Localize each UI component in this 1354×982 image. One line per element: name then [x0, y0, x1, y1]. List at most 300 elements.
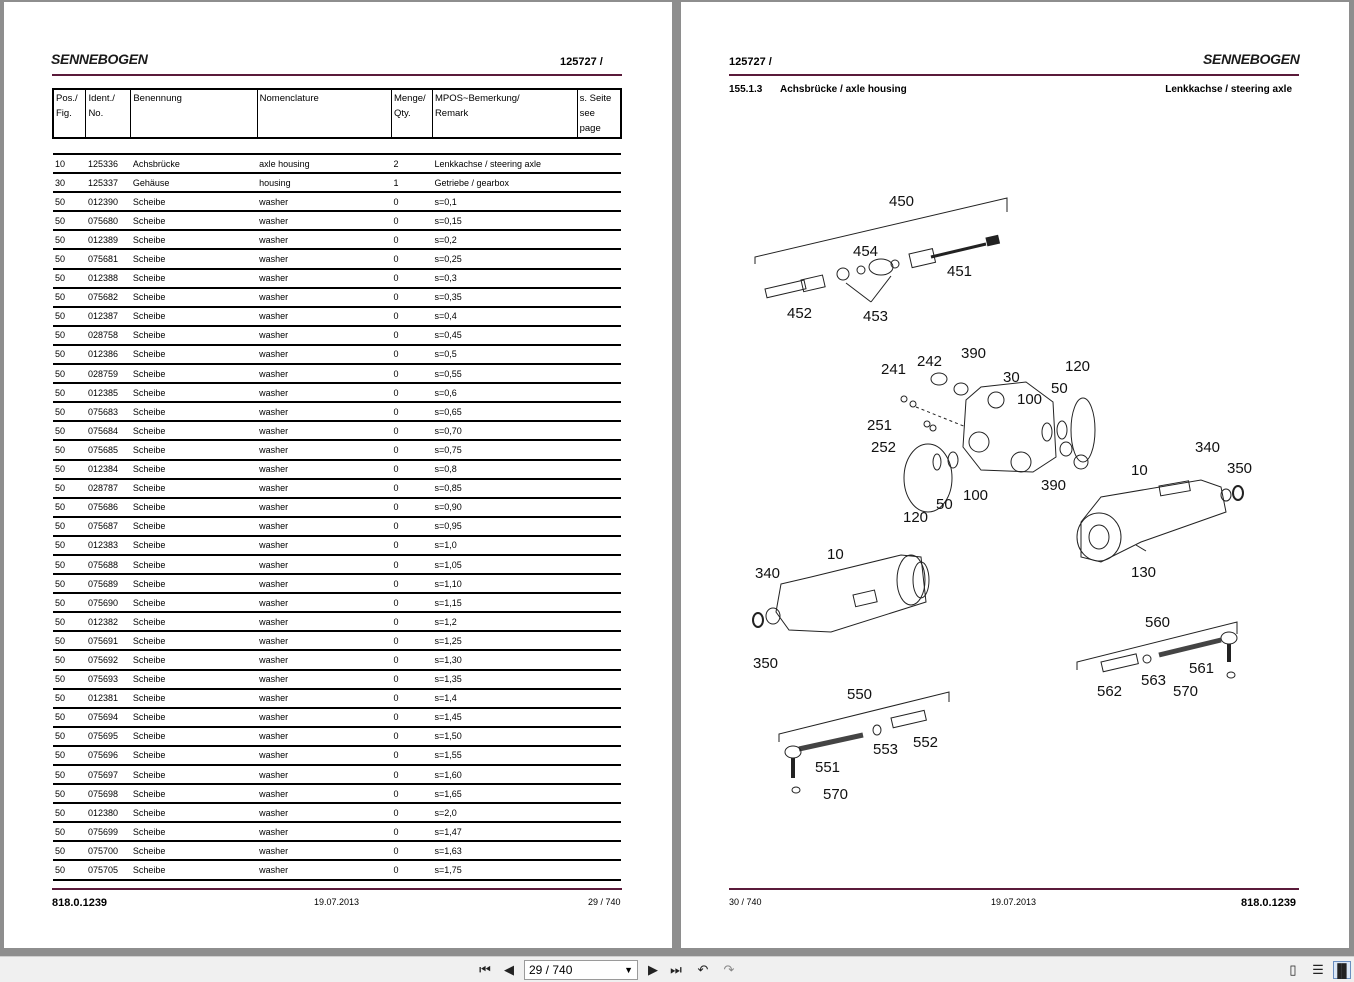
- cell-ident: 075684: [86, 421, 131, 440]
- cell-nomenclature: washer: [257, 460, 391, 479]
- cell-remark: s=1,05: [432, 555, 577, 574]
- cell-qty: 0: [391, 269, 432, 288]
- cell-qty: 0: [391, 517, 432, 536]
- cell-see-page: [577, 249, 621, 268]
- footer-code: 818.0.1239: [1241, 897, 1297, 909]
- cell-remark: s=1,50: [432, 727, 577, 746]
- table-row: [53, 498, 621, 517]
- table-row: [53, 841, 621, 860]
- cell-nomenclature: washer: [257, 440, 391, 459]
- callout-label: 454: [853, 243, 879, 260]
- footer-rule: [52, 888, 622, 890]
- cell-ident: 012383: [86, 536, 131, 555]
- cell-see-page: [577, 822, 621, 841]
- cell-pos: 30: [53, 173, 86, 192]
- cell-benennung: Scheibe: [131, 689, 257, 708]
- col-nomenclature: Nomenclature: [257, 89, 391, 138]
- cell-ident: 075697: [86, 765, 131, 784]
- cell-pos: 50: [53, 307, 86, 326]
- table-row: [53, 536, 621, 555]
- cell-remark: s=0,45: [432, 326, 577, 345]
- next-view-icon[interactable]: ↷: [723, 962, 735, 977]
- cell-ident: 075691: [86, 631, 131, 650]
- cell-ident: 125336: [86, 154, 131, 173]
- col-remark: MPOS~Bemerkung/ Remark: [432, 89, 577, 138]
- callout-label: 10: [827, 546, 844, 563]
- cell-ident: 075688: [86, 555, 131, 574]
- cell-qty: 0: [391, 364, 432, 383]
- cell-qty: 0: [391, 822, 432, 841]
- callout-label: 50: [1051, 380, 1068, 397]
- callout-label: 390: [1041, 477, 1067, 494]
- section-subtitle: Lenkkachse / steering axle: [1165, 84, 1292, 95]
- cell-ident: 075700: [86, 841, 131, 860]
- cell-pos: 50: [53, 498, 86, 517]
- cell-benennung: Scheibe: [131, 269, 257, 288]
- cell-ident: 012384: [86, 460, 131, 479]
- cell-ident: 075692: [86, 650, 131, 669]
- cell-nomenclature: axle housing: [257, 154, 391, 173]
- section-number: 155.1.3: [729, 84, 763, 95]
- cell-pos: 50: [53, 326, 86, 345]
- cell-benennung: Scheibe: [131, 421, 257, 440]
- cell-see-page: [577, 498, 621, 517]
- cell-qty: 0: [391, 211, 432, 230]
- cell-benennung: Scheibe: [131, 612, 257, 631]
- callout-label: 241: [881, 361, 907, 378]
- cell-benennung: Scheibe: [131, 593, 257, 612]
- table-row: [53, 860, 621, 879]
- single-page-icon[interactable]: ▯: [1289, 962, 1297, 977]
- callout-label: 550: [847, 686, 873, 703]
- cell-remark: s=0,35: [432, 288, 577, 307]
- cell-see-page: [577, 860, 621, 879]
- table-row: [53, 440, 621, 459]
- cell-qty: 1: [391, 173, 432, 192]
- table-row: [53, 650, 621, 669]
- cell-nomenclature: washer: [257, 708, 391, 727]
- cell-see-page: [577, 211, 621, 230]
- cell-remark: Lenkkachse / steering axle: [432, 154, 577, 173]
- cell-pos: 50: [53, 727, 86, 746]
- cell-ident: 012380: [86, 803, 131, 822]
- cell-see-page: [577, 593, 621, 612]
- cell-benennung: Scheibe: [131, 841, 257, 860]
- cell-see-page: [577, 479, 621, 498]
- callout-label: 553: [873, 741, 899, 758]
- cell-nomenclature: washer: [257, 421, 391, 440]
- table-row: [53, 593, 621, 612]
- col-ident: Ident./ No.: [86, 89, 131, 138]
- cell-benennung: Scheibe: [131, 498, 257, 517]
- cell-pos: 50: [53, 517, 86, 536]
- cell-qty: 2: [391, 154, 432, 173]
- cell-remark: s=0,85: [432, 479, 577, 498]
- cell-pos: 50: [53, 746, 86, 765]
- cell-ident: 075699: [86, 822, 131, 841]
- cell-benennung: Scheibe: [131, 708, 257, 727]
- table-row: [53, 708, 621, 727]
- cell-remark: s=1,0: [432, 536, 577, 555]
- page-select-value: 29 / 740: [529, 963, 573, 977]
- cell-remark: s=0,75: [432, 440, 577, 459]
- col-benennung: Benennung: [131, 89, 257, 138]
- cell-nomenclature: washer: [257, 498, 391, 517]
- cell-remark: s=0,4: [432, 307, 577, 326]
- cell-nomenclature: washer: [257, 326, 391, 345]
- table-row: [53, 784, 621, 803]
- cell-remark: s=1,30: [432, 650, 577, 669]
- cell-pos: 50: [53, 345, 86, 364]
- cell-see-page: [577, 670, 621, 689]
- cell-remark: s=1,65: [432, 784, 577, 803]
- cell-remark: s=1,15: [432, 593, 577, 612]
- cell-benennung: Scheibe: [131, 631, 257, 650]
- cell-nomenclature: washer: [257, 689, 391, 708]
- cell-ident: 075693: [86, 670, 131, 689]
- cell-nomenclature: washer: [257, 670, 391, 689]
- cell-see-page: [577, 440, 621, 459]
- cell-qty: 0: [391, 249, 432, 268]
- cell-nomenclature: washer: [257, 727, 391, 746]
- cell-benennung: Scheibe: [131, 803, 257, 822]
- footer-rule: [729, 888, 1299, 890]
- cell-pos: 50: [53, 555, 86, 574]
- cell-nomenclature: washer: [257, 211, 391, 230]
- cell-pos: 50: [53, 364, 86, 383]
- table-header-row: [53, 89, 621, 138]
- callout-label: 340: [1195, 439, 1221, 456]
- cell-benennung: Scheibe: [131, 460, 257, 479]
- cell-nomenclature: washer: [257, 822, 391, 841]
- cell-remark: s=0,6: [432, 383, 577, 402]
- cell-qty: 0: [391, 860, 432, 879]
- cell-benennung: Scheibe: [131, 784, 257, 803]
- cell-qty: 0: [391, 574, 432, 593]
- cell-remark: s=0,55: [432, 364, 577, 383]
- cell-see-page: [577, 288, 621, 307]
- cell-qty: 0: [391, 708, 432, 727]
- col-see-page: s. Seite see page: [577, 89, 621, 138]
- cell-see-page: [577, 784, 621, 803]
- cell-remark: s=1,47: [432, 822, 577, 841]
- cell-benennung: Scheibe: [131, 307, 257, 326]
- cell-see-page: [577, 689, 621, 708]
- cell-nomenclature: washer: [257, 746, 391, 765]
- cell-ident: 075705: [86, 860, 131, 879]
- cell-benennung: Scheibe: [131, 230, 257, 249]
- cell-benennung: Scheibe: [131, 192, 257, 211]
- table-row: [53, 631, 621, 650]
- facing-pages-icon[interactable]: ▐▌: [1332, 962, 1352, 978]
- callout-label: 252: [871, 439, 897, 456]
- cell-remark: s=0,95: [432, 517, 577, 536]
- cell-qty: 0: [391, 727, 432, 746]
- cell-ident: 075690: [86, 593, 131, 612]
- cell-nomenclature: washer: [257, 249, 391, 268]
- table-row: [53, 249, 621, 268]
- footer-date: 19.07.2013: [314, 897, 360, 907]
- table-row: [53, 517, 621, 536]
- cell-remark: s=1,45: [432, 708, 577, 727]
- table-row: [53, 211, 621, 230]
- cell-pos: 50: [53, 383, 86, 402]
- cell-remark: s=1,60: [432, 765, 577, 784]
- cell-benennung: Scheibe: [131, 383, 257, 402]
- table-row: [53, 269, 621, 288]
- cell-nomenclature: washer: [257, 612, 391, 631]
- table-row: [53, 326, 621, 345]
- cell-see-page: [577, 326, 621, 345]
- cell-nomenclature: housing: [257, 173, 391, 192]
- cell-ident: 075686: [86, 498, 131, 517]
- cell-nomenclature: washer: [257, 383, 391, 402]
- callout-label: 561: [1189, 660, 1215, 677]
- cell-benennung: Scheibe: [131, 345, 257, 364]
- callout-label: 570: [1173, 683, 1199, 700]
- cell-ident: 075687: [86, 517, 131, 536]
- cell-ident: 012388: [86, 269, 131, 288]
- table-row: [53, 479, 621, 498]
- cell-remark: s=0,70: [432, 421, 577, 440]
- cell-qty: 0: [391, 345, 432, 364]
- cell-qty: 0: [391, 765, 432, 784]
- cell-qty: 0: [391, 288, 432, 307]
- cell-pos: 50: [53, 440, 86, 459]
- cell-nomenclature: washer: [257, 536, 391, 555]
- cell-see-page: [577, 192, 621, 211]
- cell-benennung: Scheibe: [131, 650, 257, 669]
- cell-qty: 0: [391, 479, 432, 498]
- cell-ident: 012386: [86, 345, 131, 364]
- cell-qty: 0: [391, 555, 432, 574]
- doc-number: 125727 /: [729, 56, 772, 68]
- continuous-icon[interactable]: ☰: [1312, 962, 1324, 977]
- cell-pos: 50: [53, 708, 86, 727]
- header-rule: [52, 74, 622, 76]
- cell-benennung: Scheibe: [131, 479, 257, 498]
- cell-pos: 50: [53, 479, 86, 498]
- cell-remark: s=1,25: [432, 631, 577, 650]
- cell-see-page: [577, 841, 621, 860]
- cell-see-page: [577, 650, 621, 669]
- cell-remark: s=0,15: [432, 211, 577, 230]
- cell-qty: 0: [391, 230, 432, 249]
- cell-remark: s=0,3: [432, 269, 577, 288]
- cell-ident: 075683: [86, 402, 131, 421]
- cell-nomenclature: washer: [257, 307, 391, 326]
- cell-nomenclature: washer: [257, 364, 391, 383]
- cell-nomenclature: washer: [257, 574, 391, 593]
- callout-label: 50: [936, 496, 953, 513]
- cell-see-page: [577, 631, 621, 650]
- callout-label: 100: [963, 487, 989, 504]
- cell-pos: 50: [53, 288, 86, 307]
- cell-benennung: Scheibe: [131, 517, 257, 536]
- cell-pos: 50: [53, 650, 86, 669]
- table-row: [53, 402, 621, 421]
- first-page-icon[interactable]: ⏮: [479, 962, 491, 977]
- cell-remark: s=1,75: [432, 860, 577, 879]
- footer-page: 29 / 740: [588, 897, 621, 907]
- cell-pos: 50: [53, 574, 86, 593]
- table-row: [53, 307, 621, 326]
- cell-qty: 0: [391, 803, 432, 822]
- cell-see-page: [577, 803, 621, 822]
- cell-pos: 50: [53, 421, 86, 440]
- table-row: [53, 765, 621, 784]
- cell-remark: s=1,63: [432, 841, 577, 860]
- cell-benennung: Scheibe: [131, 440, 257, 459]
- callout-label: 242: [917, 353, 943, 370]
- cell-see-page: [577, 345, 621, 364]
- cell-remark: s=1,35: [432, 670, 577, 689]
- cell-benennung: Scheibe: [131, 727, 257, 746]
- cell-ident: 012389: [86, 230, 131, 249]
- cell-benennung: Scheibe: [131, 860, 257, 879]
- cell-pos: 50: [53, 460, 86, 479]
- cell-see-page: [577, 269, 621, 288]
- cell-see-page: [577, 307, 621, 326]
- cell-pos: 50: [53, 269, 86, 288]
- table-row: [53, 421, 621, 440]
- cell-ident: 012385: [86, 383, 131, 402]
- callout-label: 10: [1131, 462, 1148, 479]
- callout-label: 552: [913, 734, 939, 751]
- callout-label: 551: [815, 759, 841, 776]
- col-pos: Pos./ Fig.: [53, 89, 86, 138]
- last-page-icon[interactable]: ⏭: [670, 962, 682, 977]
- table-row: [53, 555, 621, 574]
- footer-date: 19.07.2013: [991, 897, 1037, 907]
- cell-remark: s=0,2: [432, 230, 577, 249]
- table-row: [53, 670, 621, 689]
- cell-pos: 50: [53, 841, 86, 860]
- brand-logo: SENNEBOGEN: [51, 51, 148, 67]
- cell-pos: 50: [53, 192, 86, 211]
- table-row: [53, 288, 621, 307]
- table-row: [53, 345, 621, 364]
- callout-label: 390: [961, 345, 987, 362]
- cell-pos: 50: [53, 765, 86, 784]
- cell-benennung: Scheibe: [131, 746, 257, 765]
- cell-ident: 028759: [86, 364, 131, 383]
- cell-pos: 50: [53, 402, 86, 421]
- prev-page-icon[interactable]: ◀: [504, 962, 514, 977]
- cell-qty: 0: [391, 402, 432, 421]
- cell-qty: 0: [391, 326, 432, 345]
- table-row: [53, 383, 621, 402]
- cell-remark: s=0,8: [432, 460, 577, 479]
- cell-remark: s=0,90: [432, 498, 577, 517]
- cell-pos: 50: [53, 784, 86, 803]
- cell-nomenclature: washer: [257, 841, 391, 860]
- cell-see-page: [577, 536, 621, 555]
- cell-ident: 012382: [86, 612, 131, 631]
- cell-see-page: [577, 727, 621, 746]
- cell-nomenclature: washer: [257, 784, 391, 803]
- callout-label: 120: [1065, 358, 1091, 375]
- table-row: [53, 364, 621, 383]
- table-row: [53, 230, 621, 249]
- cell-remark: s=1,55: [432, 746, 577, 765]
- cell-qty: 0: [391, 498, 432, 517]
- cell-see-page: [577, 708, 621, 727]
- callout-label: 100: [1017, 391, 1043, 408]
- cell-ident: 075698: [86, 784, 131, 803]
- cell-see-page: [577, 555, 621, 574]
- callout-label: 453: [863, 308, 889, 325]
- doc-number: 125727 /: [560, 56, 603, 68]
- cell-pos: 50: [53, 612, 86, 631]
- cell-ident: 075695: [86, 727, 131, 746]
- callout-label: 563: [1141, 672, 1167, 689]
- cell-ident: 125337: [86, 173, 131, 192]
- cell-qty: 0: [391, 440, 432, 459]
- cell-ident: 012390: [86, 192, 131, 211]
- callout-label: 340: [755, 565, 781, 582]
- cell-pos: 50: [53, 230, 86, 249]
- cell-see-page: [577, 765, 621, 784]
- footer-page: 30 / 740: [729, 897, 762, 907]
- cell-nomenclature: washer: [257, 517, 391, 536]
- cell-remark: s=1,10: [432, 574, 577, 593]
- table-row: [53, 822, 621, 841]
- cell-nomenclature: washer: [257, 803, 391, 822]
- cell-pos: 50: [53, 536, 86, 555]
- cell-qty: 0: [391, 192, 432, 211]
- exploded-parts-diagram: [681, 2, 1349, 882]
- cell-ident: 075696: [86, 746, 131, 765]
- cell-remark: s=0,1: [432, 192, 577, 211]
- cell-qty: 0: [391, 670, 432, 689]
- table-row: [53, 460, 621, 479]
- cell-benennung: Scheibe: [131, 670, 257, 689]
- next-page-icon[interactable]: ▶: [648, 962, 658, 977]
- cell-pos: 50: [53, 631, 86, 650]
- callout-label: 560: [1145, 614, 1171, 631]
- cell-nomenclature: washer: [257, 345, 391, 364]
- cell-qty: 0: [391, 593, 432, 612]
- footer-code: 818.0.1239: [52, 897, 108, 909]
- cell-benennung: Scheibe: [131, 211, 257, 230]
- previous-view-icon[interactable]: ↶: [697, 962, 709, 977]
- cell-qty: 0: [391, 689, 432, 708]
- cell-see-page: [577, 383, 621, 402]
- viewer-toolbar: [0, 956, 1354, 982]
- cell-pos: 50: [53, 860, 86, 879]
- cell-nomenclature: washer: [257, 593, 391, 612]
- cell-qty: 0: [391, 784, 432, 803]
- cell-benennung: Scheibe: [131, 288, 257, 307]
- cell-qty: 0: [391, 421, 432, 440]
- page-select[interactable]: [524, 960, 638, 980]
- callout-label: 350: [1227, 460, 1253, 477]
- cell-benennung: Scheibe: [131, 364, 257, 383]
- cell-qty: 0: [391, 307, 432, 326]
- cell-nomenclature: washer: [257, 860, 391, 879]
- cell-benennung: Gehäuse: [131, 173, 257, 192]
- cell-nomenclature: washer: [257, 650, 391, 669]
- callout-label: 120: [903, 509, 929, 526]
- cell-ident: 075681: [86, 249, 131, 268]
- cell-see-page: [577, 517, 621, 536]
- cell-nomenclature: washer: [257, 479, 391, 498]
- cell-see-page: [577, 746, 621, 765]
- callout-label: 251: [867, 417, 893, 434]
- table-row: [53, 727, 621, 746]
- cell-benennung: Scheibe: [131, 326, 257, 345]
